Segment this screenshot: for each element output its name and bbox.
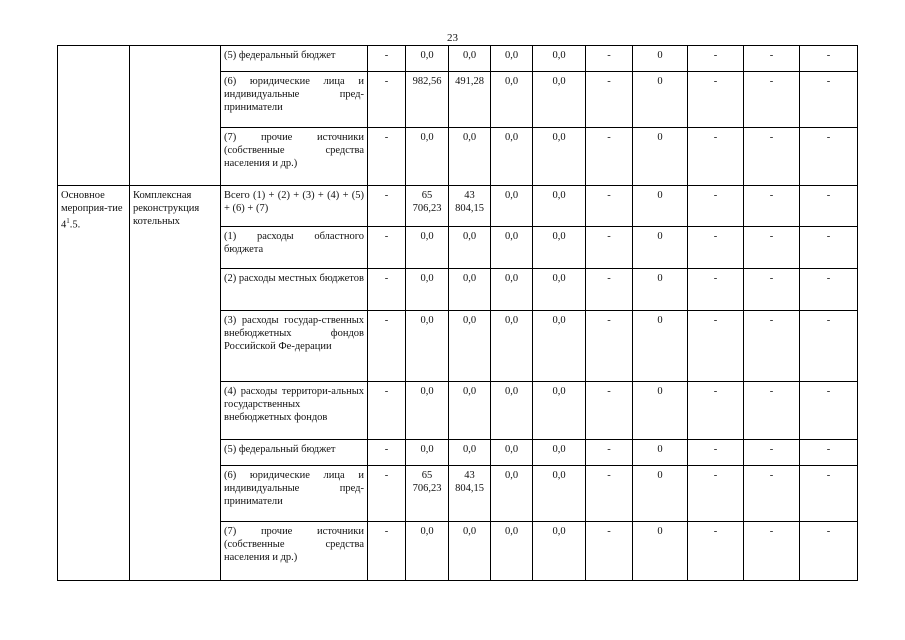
value-cell: - <box>688 186 744 227</box>
value-cell: 0 <box>633 440 688 466</box>
source-cell: (7) прочие источники (собственные средства населения и др.) <box>221 522 368 581</box>
source-cell: (7) прочие источники (собственные средства населения и др.) <box>221 128 368 186</box>
value-cell: - <box>800 522 858 581</box>
value-cell: 0,0 <box>449 227 491 269</box>
value-cell <box>406 466 449 522</box>
value-cell: - <box>368 128 406 186</box>
value-cell: 0,0 <box>491 72 533 128</box>
value-cell: 982,56 <box>406 72 449 128</box>
value-cell: - <box>744 522 800 581</box>
value-cell: - <box>586 466 633 522</box>
value-cell <box>449 466 491 522</box>
title-cell-continued <box>130 46 221 186</box>
source-cell: (5) федеральный бюджет <box>221 46 368 72</box>
value-cell: - <box>800 227 858 269</box>
value-text: 65 706,23 <box>412 470 442 494</box>
value-cell: - <box>800 382 858 440</box>
value-cell <box>449 186 491 227</box>
value-cell: - <box>688 46 744 72</box>
value-cell: - <box>586 46 633 72</box>
value-cell: - <box>688 72 744 128</box>
value-cell: 0,0 <box>533 269 586 311</box>
value-cell: 0,0 <box>491 128 533 186</box>
value-cell: 0,0 <box>406 227 449 269</box>
value-cell: 0,0 <box>533 227 586 269</box>
value-cell: 0,0 <box>449 269 491 311</box>
source-cell: (3) расходы государ-ственных внебюджетных фондов Российской Фе-дерации <box>221 311 368 382</box>
value-cell: - <box>800 311 858 382</box>
value-cell: 0,0 <box>406 440 449 466</box>
value-cell: - <box>744 227 800 269</box>
activity-label: Основное мероприя-тие 4 <box>61 190 123 231</box>
value-cell: - <box>800 186 858 227</box>
value-cell: 0,0 <box>491 311 533 382</box>
budget-table <box>57 45 858 581</box>
value-cell: - <box>800 440 858 466</box>
value-cell: - <box>744 440 800 466</box>
value-cell: - <box>586 128 633 186</box>
value-cell: 0,0 <box>533 311 586 382</box>
value-cell: - <box>688 466 744 522</box>
value-cell: - <box>688 311 744 382</box>
value-cell: 0 <box>633 46 688 72</box>
value-cell: - <box>368 311 406 382</box>
value-cell: - <box>800 128 858 186</box>
value-cell: 0 <box>633 269 688 311</box>
activity-suffix: .5. <box>69 219 81 231</box>
value-cell: 491,28 <box>449 72 491 128</box>
value-text: 65 706,23 <box>412 190 442 214</box>
source-cell: (6) юридические лица и индивидуальные пред-приниматели <box>221 72 368 128</box>
value-cell: - <box>744 466 800 522</box>
value-cell: 0,0 <box>406 128 449 186</box>
value-text: 43 804,15 <box>455 470 484 494</box>
value-cell: - <box>368 269 406 311</box>
value-cell: 0,0 <box>533 466 586 522</box>
value-cell: - <box>688 382 744 440</box>
value-cell: - <box>368 46 406 72</box>
value-cell: 0,0 <box>533 72 586 128</box>
value-cell: 0,0 <box>533 46 586 72</box>
value-cell: 0,0 <box>491 227 533 269</box>
value-cell: - <box>586 440 633 466</box>
value-cell: 0 <box>633 382 688 440</box>
value-cell: - <box>800 46 858 72</box>
value-cell: - <box>688 522 744 581</box>
value-cell: - <box>586 269 633 311</box>
value-cell: 0,0 <box>491 440 533 466</box>
value-cell: 0 <box>633 186 688 227</box>
value-cell: 0,0 <box>533 128 586 186</box>
value-cell: - <box>744 128 800 186</box>
activity-title-cell: Комплексная реконструкция котельных <box>130 186 221 581</box>
value-cell: 0,0 <box>406 269 449 311</box>
value-cell: 0 <box>633 72 688 128</box>
value-cell: - <box>744 186 800 227</box>
value-cell: - <box>744 72 800 128</box>
value-cell: 0,0 <box>449 128 491 186</box>
value-cell: 0,0 <box>491 46 533 72</box>
value-cell: 0 <box>633 311 688 382</box>
value-cell: 0,0 <box>406 46 449 72</box>
value-cell: 0,0 <box>449 382 491 440</box>
value-cell: 0,0 <box>406 382 449 440</box>
value-cell: - <box>688 227 744 269</box>
value-cell: - <box>368 186 406 227</box>
value-cell: 0,0 <box>533 440 586 466</box>
value-text: 43 804,15 <box>455 190 484 214</box>
value-cell: - <box>586 186 633 227</box>
value-cell: 0,0 <box>449 46 491 72</box>
value-cell: - <box>368 522 406 581</box>
value-cell: - <box>688 269 744 311</box>
value-cell: - <box>744 382 800 440</box>
value-cell: - <box>368 440 406 466</box>
source-cell: (1) расходы областного бюджета <box>221 227 368 269</box>
value-cell: - <box>586 522 633 581</box>
value-cell: 0,0 <box>491 466 533 522</box>
value-cell: 0,0 <box>533 382 586 440</box>
value-cell <box>406 186 449 227</box>
value-cell: - <box>800 72 858 128</box>
value-cell: 0,0 <box>491 186 533 227</box>
value-cell: 0 <box>633 128 688 186</box>
value-cell: - <box>586 311 633 382</box>
table-row <box>58 186 858 227</box>
activity-cell <box>58 186 130 581</box>
value-cell: - <box>586 72 633 128</box>
value-cell: - <box>368 72 406 128</box>
value-cell: - <box>586 227 633 269</box>
value-cell: - <box>368 382 406 440</box>
value-cell: - <box>744 269 800 311</box>
page-number: 23 <box>447 32 458 44</box>
table-row <box>58 46 858 72</box>
value-cell: - <box>800 466 858 522</box>
value-cell: - <box>368 466 406 522</box>
value-cell: 0,0 <box>491 269 533 311</box>
value-cell: 0,0 <box>449 311 491 382</box>
value-cell: 0,0 <box>533 522 586 581</box>
value-cell: - <box>800 269 858 311</box>
value-cell: 0,0 <box>449 440 491 466</box>
value-cell: - <box>688 440 744 466</box>
value-cell: - <box>688 128 744 186</box>
source-cell: (2) расходы местных бюджетов <box>221 269 368 311</box>
source-cell: (4) расходы территори-альных государственных внебюджетных фондов <box>221 382 368 440</box>
activity-superscript: 1 <box>66 217 70 225</box>
value-cell: 0,0 <box>533 186 586 227</box>
source-cell: (5) федеральный бюджет <box>221 440 368 466</box>
source-cell: (6) юридические лица и индивидуальные пред-приниматели <box>221 466 368 522</box>
value-cell: - <box>586 382 633 440</box>
value-cell: 0 <box>633 466 688 522</box>
activity-cell-continued <box>58 46 130 186</box>
value-cell: 0 <box>633 227 688 269</box>
source-cell: Всего (1) + (2) + (3) + (4) + (5) + (6) + (7) <box>221 186 368 227</box>
value-cell: 0,0 <box>491 382 533 440</box>
value-cell: 0,0 <box>406 311 449 382</box>
value-cell: 0 <box>633 522 688 581</box>
value-cell: - <box>744 46 800 72</box>
value-cell: 0,0 <box>449 522 491 581</box>
value-cell: - <box>744 311 800 382</box>
value-cell: 0,0 <box>491 522 533 581</box>
value-cell: 0,0 <box>406 522 449 581</box>
value-cell: - <box>368 227 406 269</box>
